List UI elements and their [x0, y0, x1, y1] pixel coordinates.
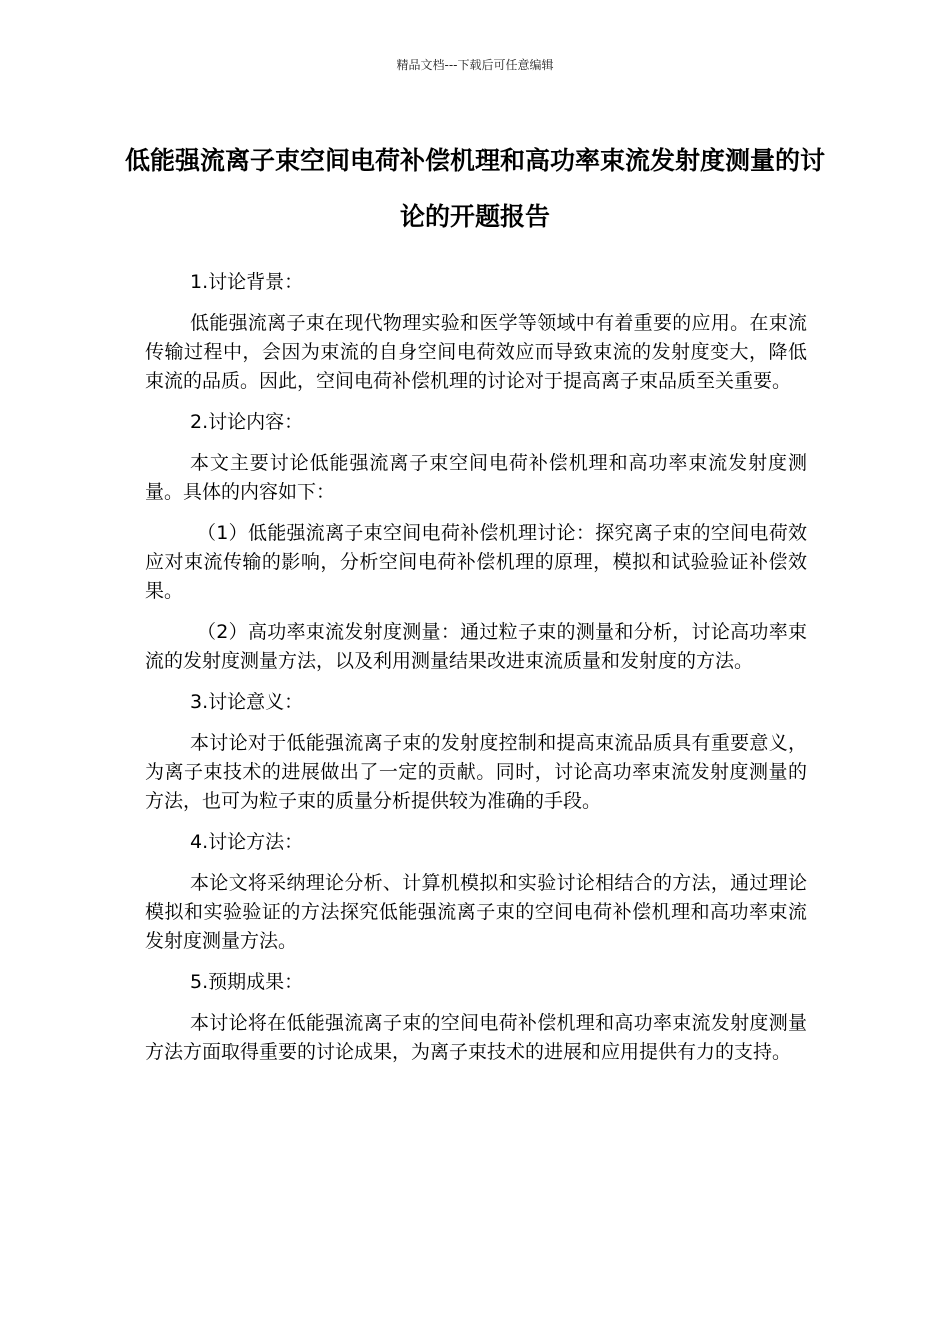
paragraph-background: 低能强流离子束在现代物理实验和医学等领域中有着重要的应用。在束流传输过程中，会因为束流的自身空间电荷效应而导致束流的发射度变大，降低束流的品质。因此，空间电荷补偿机理的讨论对于提高离子束品质至关重要。: [145, 312, 807, 392]
section-heading-expected-results: 5.预期成果：: [190, 971, 304, 993]
section-heading-background: 1.讨论背景：: [190, 271, 304, 293]
paragraph-significance: 本讨论对于低能强流离子束的发射度控制和提高束流品质具有重要意义，为离子束技术的进展做出了一定的贡献。同时，讨论高功率束流发射度测量的方法，也可为粒子束的质量分析提供较为准确的手段。: [145, 732, 807, 812]
header-note: 精品文档---下载后可任意编辑: [396, 58, 554, 72]
paragraph-content-intro: 本文主要讨论低能强流离子束空间电荷补偿机理和高功率束流发射度测量。具体的内容如下：: [145, 452, 807, 503]
paragraph-methods: 本论文将采纳理论分析、计算机模拟和实验讨论相结合的方法，通过理论模拟和实验验证的方法探究低能强流离子束的空间电荷补偿机理和高功率束流发射度测量方法。: [145, 872, 807, 952]
paragraph-expected-results: 本讨论将在低能强流离子束的空间电荷补偿机理和高功率束流发射度测量方法方面取得重要的讨论成果，为离子束技术的进展和应用提供有力的支持。: [145, 1012, 807, 1063]
section-heading-significance: 3.讨论意义：: [190, 691, 304, 713]
document-body: [145, 268, 807, 1079]
document-title: 低能强流离子束空间电荷补偿机理和高功率束流发射度测量的讨论的开题报告: [124, 146, 825, 231]
section-heading-content: 2.讨论内容：: [190, 411, 304, 433]
section-heading-methods: 4.讨论方法：: [190, 831, 304, 853]
list-item-emittance: （2）高功率束流发射度测量：通过粒子束的测量和分析，讨论高功率束流的发射度测量方法，以及利用测量结果改进束流质量和发射度的方法。: [145, 621, 807, 672]
list-item-space-charge: （1）低能强流离子束空间电荷补偿机理讨论：探究离子束的空间电荷效应对束流传输的影响，分析空间电荷补偿机理的原理，模拟和试验验证补偿效果。: [145, 522, 807, 602]
